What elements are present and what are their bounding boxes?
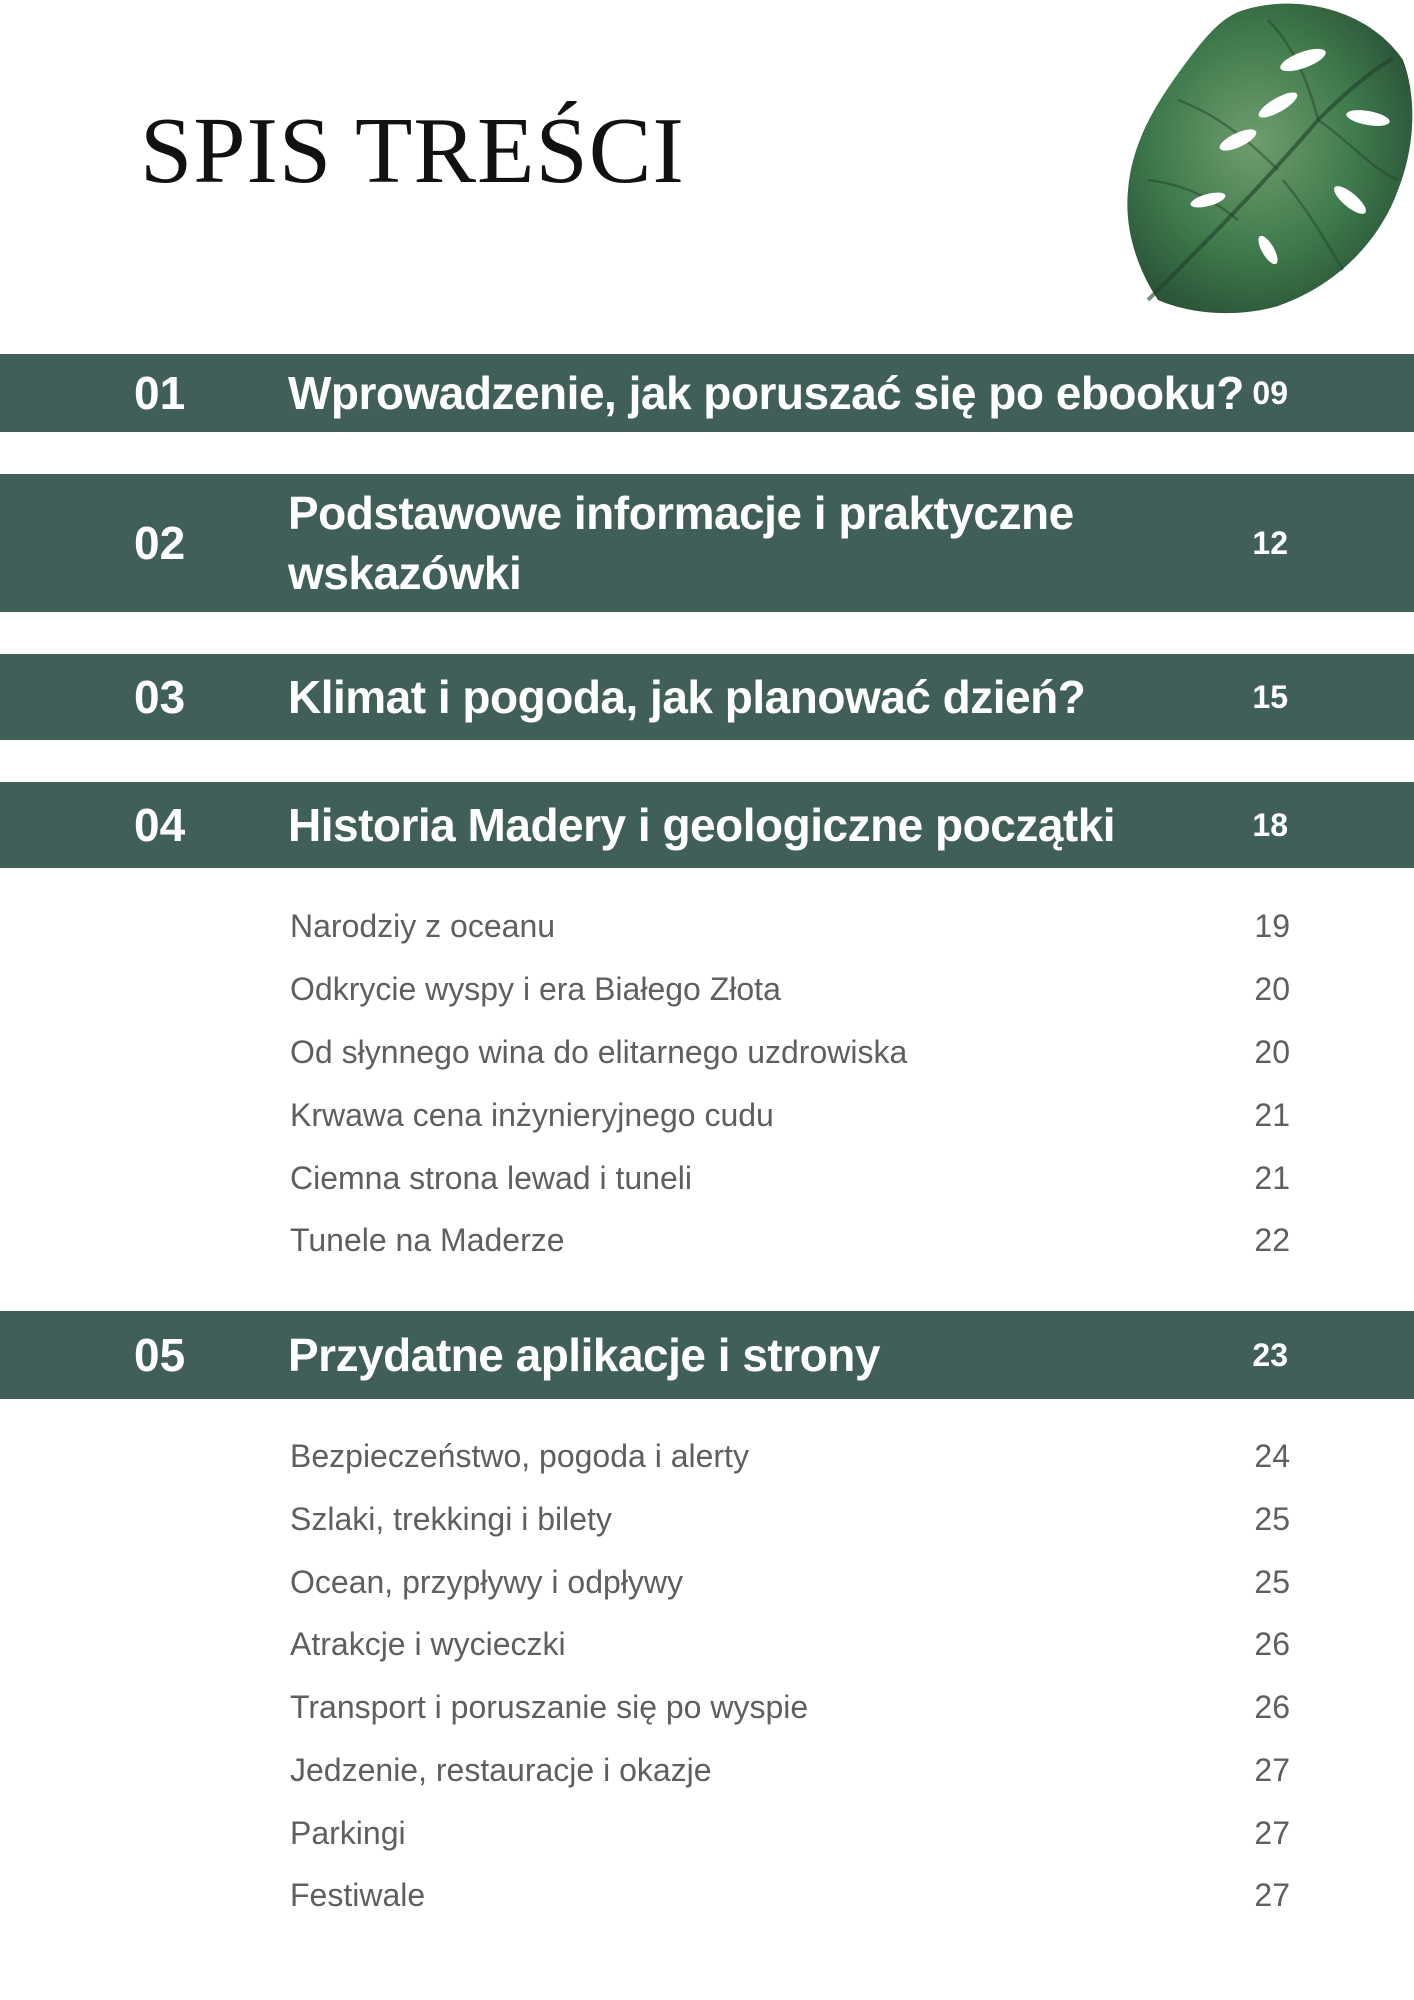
subitem-page-number: 25 bbox=[1254, 1501, 1290, 1537]
subitem-page-number: 24 bbox=[1254, 1438, 1290, 1474]
toc-section-04[interactable] bbox=[0, 782, 1414, 868]
subitem-label: Atrakcje i wycieczki bbox=[290, 1626, 566, 1662]
section-title: Wprowadzenie, jak poruszać się po ebooku? bbox=[288, 367, 1244, 419]
subitem-label: Festiwale bbox=[290, 1877, 426, 1913]
toc-subitem[interactable] bbox=[290, 1497, 1290, 1541]
subitem-page-number: 19 bbox=[1254, 908, 1290, 944]
section-page-number: 18 bbox=[1252, 807, 1288, 843]
page-title: SPIS TREŚCI bbox=[140, 99, 685, 203]
toc-section-01[interactable] bbox=[0, 354, 1414, 432]
subitem-label: Szlaki, trekkingi i bilety bbox=[290, 1501, 612, 1537]
subitem-page-number: 27 bbox=[1254, 1877, 1290, 1913]
section-title: Historia Madery i geologiczne początki bbox=[288, 799, 1116, 851]
subitem-page-number: 26 bbox=[1254, 1626, 1290, 1662]
subitem-label: Tunele na Maderze bbox=[290, 1222, 565, 1258]
subitem-label: Ocean, przypływy i odpływy bbox=[290, 1564, 684, 1600]
toc-subitem[interactable] bbox=[290, 1030, 1290, 1074]
subitem-label: Transport i poruszanie się po wyspie bbox=[290, 1689, 809, 1725]
toc-subitem[interactable] bbox=[290, 1748, 1290, 1792]
toc-section-02[interactable] bbox=[0, 474, 1414, 612]
toc-subitem[interactable] bbox=[290, 1560, 1290, 1604]
subitem-label: Odkrycie wyspy i era Białego Złota bbox=[290, 971, 781, 1007]
subitem-label: Parkingi bbox=[290, 1815, 406, 1851]
toc-subitem[interactable] bbox=[290, 1622, 1290, 1666]
toc-section-03[interactable] bbox=[0, 654, 1414, 740]
section-title-line: wskazówki bbox=[288, 547, 522, 599]
subitem-label: Od słynnego wina do elitarnego uzdrowiska bbox=[290, 1034, 908, 1070]
section-number: 01 bbox=[134, 367, 186, 419]
monstera-leaf-illustration bbox=[1118, 0, 1414, 320]
toc-subitem[interactable] bbox=[290, 1093, 1290, 1137]
section-page-number: 23 bbox=[1252, 1337, 1288, 1373]
subitem-page-number: 21 bbox=[1254, 1097, 1290, 1133]
subitem-label: Ciemna strona lewad i tuneli bbox=[290, 1160, 692, 1196]
toc-subitem[interactable] bbox=[290, 1811, 1290, 1855]
section-page-number: 12 bbox=[1252, 525, 1288, 561]
section-number: 05 bbox=[134, 1329, 186, 1381]
section-title: Przydatne aplikacje i strony bbox=[288, 1329, 880, 1381]
subitem-page-number: 22 bbox=[1254, 1222, 1290, 1258]
subitem-page-number: 26 bbox=[1254, 1689, 1290, 1725]
toc-subitem[interactable] bbox=[290, 1685, 1290, 1729]
section-title: Klimat i pogoda, jak planować dzień? bbox=[288, 671, 1086, 723]
toc-subitem[interactable] bbox=[290, 967, 1290, 1011]
subitem-page-number: 27 bbox=[1254, 1815, 1290, 1851]
section-number: 03 bbox=[134, 671, 186, 723]
section-title-line: Podstawowe informacje i praktyczne bbox=[288, 487, 1074, 539]
toc-subitem[interactable] bbox=[290, 1218, 1290, 1262]
subitem-page-number: 20 bbox=[1254, 971, 1290, 1007]
toc-subitem[interactable] bbox=[290, 1434, 1290, 1478]
section-number: 02 bbox=[134, 517, 186, 569]
toc-subitem[interactable] bbox=[290, 1156, 1290, 1200]
subitem-page-number: 20 bbox=[1254, 1034, 1290, 1070]
subitem-label: Krwawa cena inżynieryjnego cudu bbox=[290, 1097, 774, 1133]
subitem-page-number: 21 bbox=[1254, 1160, 1290, 1196]
section-page-number: 09 bbox=[1252, 375, 1288, 411]
subitem-label: Narodziy z oceanu bbox=[290, 908, 556, 944]
subitem-label: Jedzenie, restauracje i okazje bbox=[290, 1752, 712, 1788]
toc-subitem[interactable] bbox=[290, 904, 1290, 948]
subitem-label: Bezpieczeństwo, pogoda i alerty bbox=[290, 1438, 749, 1474]
subitem-page-number: 27 bbox=[1254, 1752, 1290, 1788]
toc-subitem[interactable] bbox=[290, 1873, 1290, 1917]
section-number: 04 bbox=[134, 799, 186, 851]
toc-section-05[interactable] bbox=[0, 1311, 1414, 1399]
section-page-number: 15 bbox=[1252, 679, 1288, 715]
section-title bbox=[288, 483, 1074, 603]
subitem-page-number: 25 bbox=[1254, 1564, 1290, 1600]
